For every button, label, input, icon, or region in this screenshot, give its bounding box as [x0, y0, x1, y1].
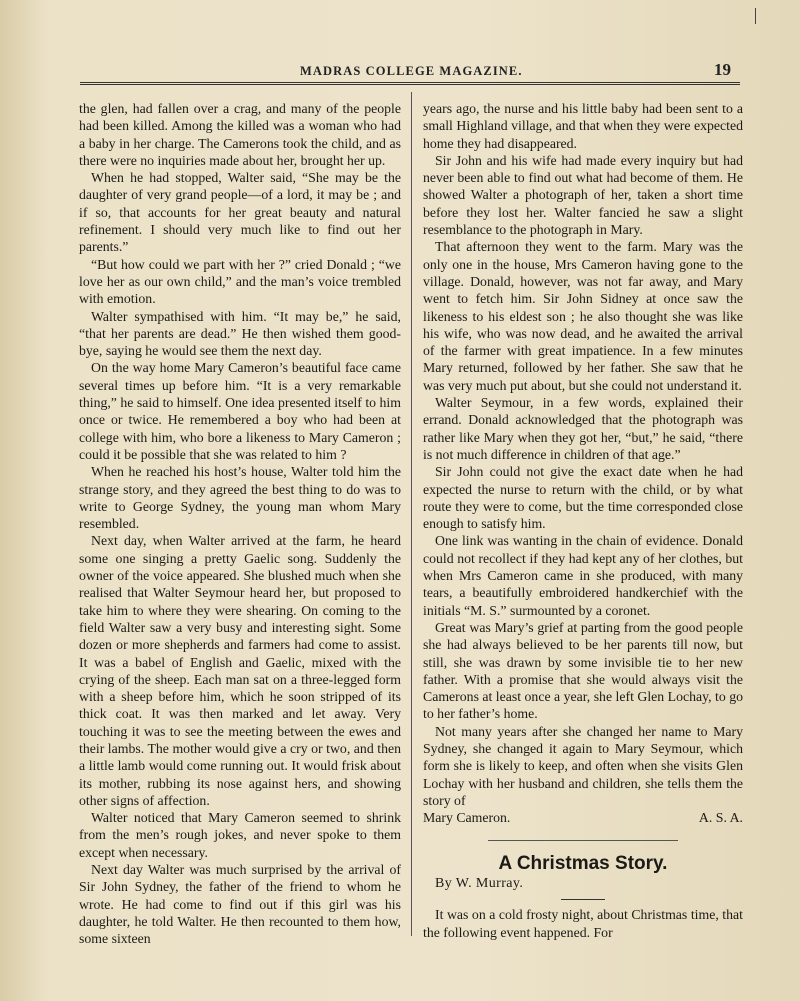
paragraph: the glen, had fallen over a crag, and many of the people had been killed. Among the killed was a woman who had a baby in her charge. The Camerons took the child, and as there were no inquiries made about her, brought her up.: [79, 101, 401, 168]
page-number: 19: [714, 60, 731, 79]
paragraph: “But how could we part with her ?” cried Donald ; “we love her as our own child,” and the man’s voice trembled with emotion.: [79, 256, 401, 307]
byline-rule: [561, 899, 605, 900]
paragraph: Walter Seymour, in a few words, explained their errand. Donald acknowledged that the photograph was rather like Mary when they got her, “but,” he said, “there is not much difference in children of that age.”: [423, 395, 743, 462]
story-end-text: Mary Cameron.: [423, 810, 511, 826]
paragraph: Walter sympathised with him. “It may be,” he said, “that her parents are dead.” He then wished them good-bye, saying he would see them the next day.: [79, 308, 401, 359]
paragraph: That afternoon they went to the farm. Mary was the only one in the house, Mrs Cameron having gone to the village. Donald, however, was not far away, and Mary went to fetch him. Sir John Sidney at once saw the likeness to his eldest son ; he also thought she was like his wife, who was now dead, and he awaited the arrival of the farmer with great impatience. In a few minutes Mary returned, followed by her father. She saw that he was very much put about, but she could not understand it.: [423, 239, 743, 393]
paragraph: Next day, when Walter arrived at the farm, he heard some one singing a pretty Gaelic song. Suddenly the owner of the voice appeared. She blushed much when she realised that Walter Seymour heard her, but proposed to take him to where they were shearing. On coming to the field Walter saw a very busy and interesting sight. Some dozen or more shepherds and farmers had come to assist. It was a babel of English and Gaelic, mixed with the crying of the sheep. Each man sat on a three-legged form with a sheep before him, which he soon stripped of its thick coat. It was then marked and let away. Very touching it was to see the meeting between the ewes and their lambs. The mother would give a cry or two, and then a little lamb would come running out. It would frisk about its mother, rubbing its nose against hers, and showing other signs of affection.: [79, 533, 401, 808]
column-divider: [411, 92, 412, 936]
section-rule: [488, 840, 678, 841]
paragraph: Sir John could not give the exact date when he had expected the nurse to return with the child, or by what route they were to come, but the time corresponded close enough to satisfy him.: [423, 464, 743, 532]
header-rule: [80, 82, 740, 85]
paragraph: When he reached his host’s house, Walter told him the strange story, and they agreed the best thing to do was to write to George Sydney, the young man whom Mary resembled.: [79, 464, 401, 532]
story-title: A Christmas Story.: [498, 853, 668, 875]
page-corner-mark: [755, 8, 766, 24]
running-title: MADRAS COLLEGE MAGAZINE.: [300, 64, 523, 78]
paragraph: When he had stopped, Walter said, “She may be the daughter of very grand people—of a lord, it may be ; and if so, that accounts for her great beauty and natural refinement. I should very much like to find out her parents.”: [79, 170, 401, 255]
story-signature: A. S. A.: [698, 810, 743, 826]
paragraph: On the way home Mary Cameron’s beautiful face came several times up before him. “It is a very remarkable thing,” he said to himself. One idea presented itself to him once or twice. He remembered a boy who had been at college with him, who bore a likeness to Mary Cameron ; could it be possible that she was related to him ?: [79, 360, 401, 462]
paragraph: years ago, the nurse and his little baby had been sent to a small Highland village, and that when they were expected home they had disappeared.: [423, 101, 743, 151]
story-opening: It was on a cold frosty night, about Christmas time, that the following event happened. For: [423, 907, 743, 940]
paragraph: Great was Mary’s grief at parting from the good people she had always believed to be her parents till now, but still, she was drawn by some invisible tie to her new father. With a promise that she would always visit the Camerons at least once a year, she left Glen Lochay, to go to her father’s home.: [423, 619, 743, 722]
running-header: [0, 62, 800, 84]
paragraph: Sir John and his wife had made every inquiry but had never been able to find out what had become of them. He showed Walter a photograph of her, taken a short time before they lost her. Walter fancied he saw a slight resemblance to the photograph in Mary.: [423, 152, 743, 238]
paragraph: Not many years after she changed her name to Mary Sydney, she changed it again to Mary Seymour, which form she is likely to keep, and often when she visits Glen Lochay with her husband and children, she tells them the story of: [423, 723, 743, 808]
paragraph: Walter noticed that Mary Cameron seemed to shrink from the men’s rough jokes, and never spoke to them except when necessary.: [79, 810, 401, 860]
right-column: [423, 100, 743, 941]
story-ending-line: [423, 809, 743, 826]
story-byline: By W. Murray.: [435, 876, 524, 892]
left-column: [79, 100, 401, 948]
paragraph: Next day Walter was much surprised by the arrival of Sir John Sydney, the father of the friend to whom he wrote. He had come to find out if this girl was his daughter, he told Walter. He then recounted to them how, some sixteen: [79, 862, 401, 947]
paragraph: One link was wanting in the chain of evidence. Donald could not recollect if they had kept any of her clothes, but when Mrs Cameron came in she produced, with many tears, a beautifully embroidered handkerchief with the initials “M. S.” surmounted by a coronet.: [423, 533, 743, 618]
